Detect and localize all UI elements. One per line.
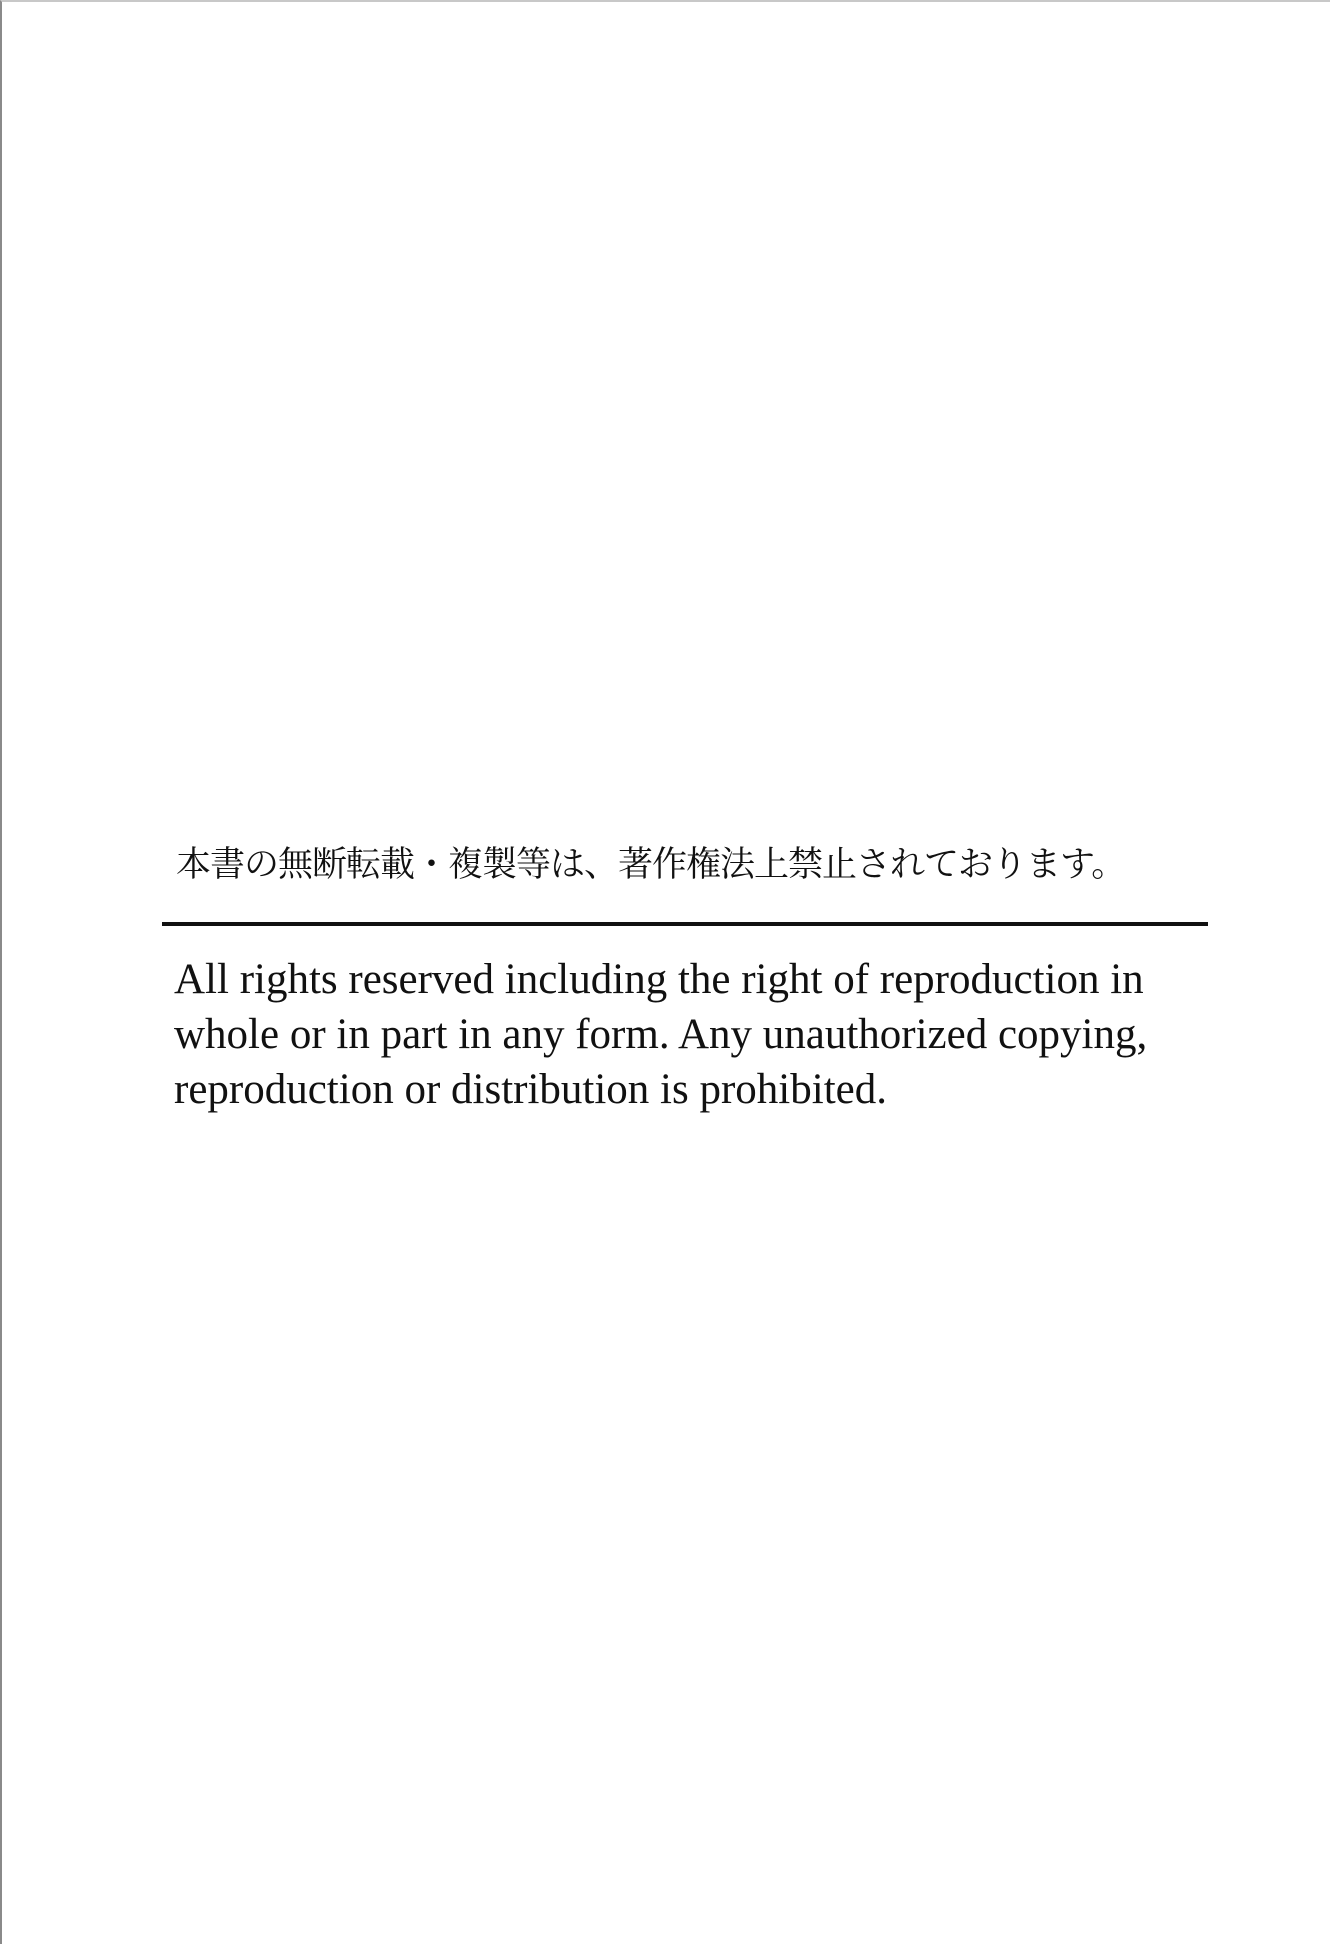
english-notice [174,952,1214,1117]
divider-rule [162,922,1208,926]
english-notice-line: whole or in part in any form. Any unauthorized copying, [174,1011,1148,1058]
english-notice-line: reproduction or distribution is prohibited. [174,1066,887,1113]
english-notice-line: All rights reserved including the right of reproduction in [174,956,1144,1003]
japanese-notice: 本書の無断転載・複製等は、著作権法上禁止されております。 [176,845,1126,885]
copyright-notice [174,840,1204,1113]
